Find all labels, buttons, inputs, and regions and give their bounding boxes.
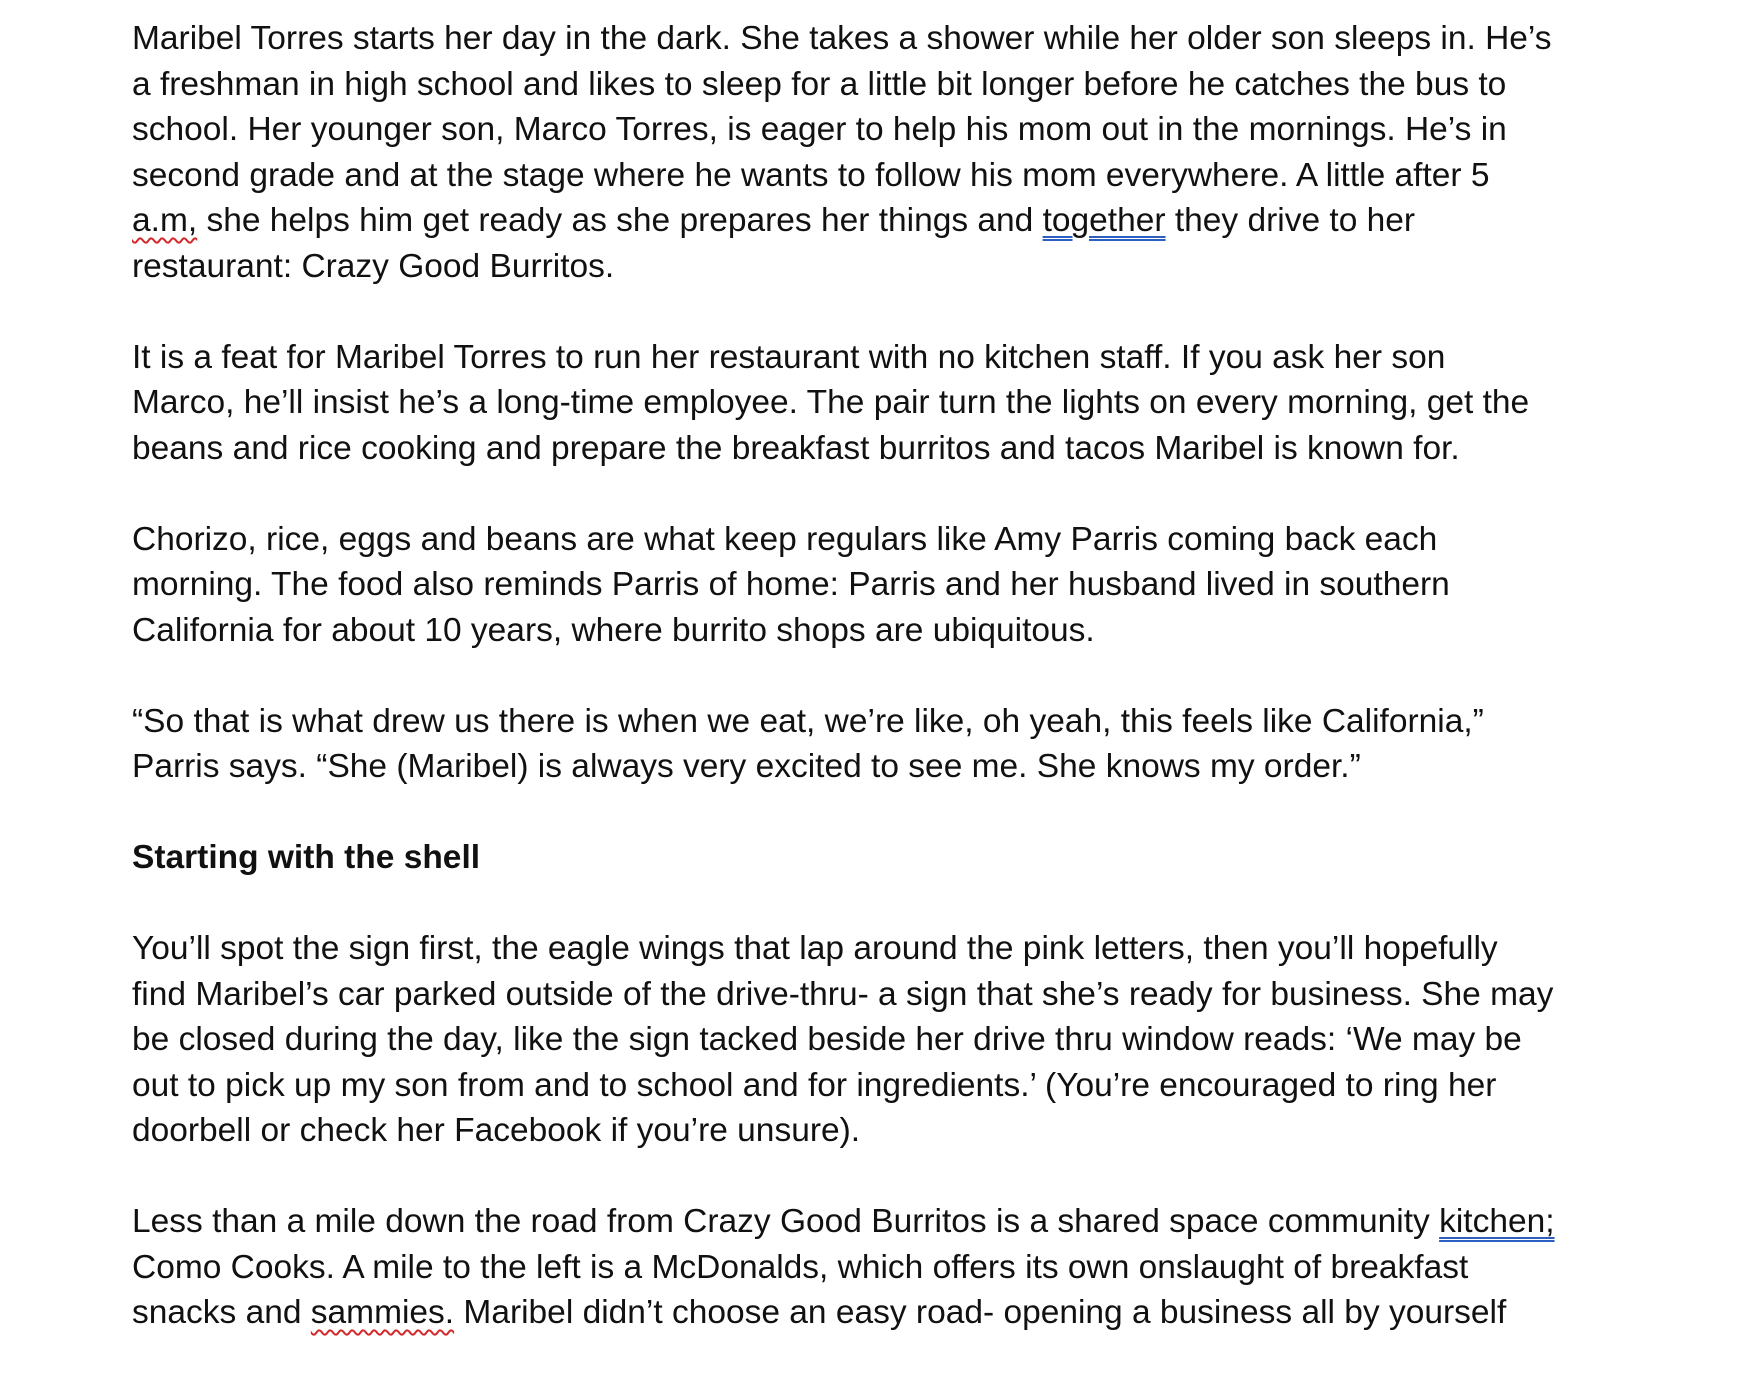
text-line: Marco, he’ll insist he’s a long-time employee. The pair turn the lights on every morning, get the — [132, 384, 1530, 421]
paragraph-6 — [132, 1199, 1622, 1336]
text-line: morning. The food also reminds Parris of home: Parris and her husband lived in southern — [132, 566, 1450, 603]
text-line: Chorizo, rice, eggs and beans are what keep regulars like Amy Parris coming back each — [132, 520, 1438, 558]
spelling-flag-word[interactable]: a.m, — [132, 202, 198, 239]
text-line: school. Her younger son, Marco Torres, is eager to help his mom out in the mornings. He’s in — [132, 111, 1507, 148]
text-line: find Maribel’s car parked outside of the drive-thru- a sign that she’s ready for business. She may — [132, 975, 1554, 1013]
grammar-flag-word[interactable]: together — [1042, 202, 1166, 239]
document-page — [132, 16, 1622, 1381]
text-line: You’ll spot the sign first, the eagle wings that lap around the pink letters, then you’ll hopefully — [132, 930, 1498, 967]
text-line: doorbell or check her Facebook if you’re unsure). — [132, 1112, 861, 1149]
text-fragment: snacks and — [132, 1294, 311, 1331]
text-line: second grade and at the stage where he wants to follow his mom everywhere. A little after 5 — [132, 156, 1490, 194]
paragraph-2 — [132, 335, 1622, 472]
text-line: California for about 10 years, where burrito shops are ubiquitous. — [132, 611, 1095, 649]
text-line: Parris says. “She (Maribel) is always very excited to see me. She knows my order.” — [132, 748, 1361, 785]
text-line: Maribel Torres starts her day in the dark. She takes a shower while her older son sleeps in. He’s — [132, 20, 1552, 57]
text-line: Como Cooks. A mile to the left is a McDonalds, which offers its own onslaught of breakfast — [132, 1248, 1469, 1286]
paragraph-3 — [132, 517, 1622, 654]
text-line — [132, 1199, 1622, 1245]
paragraph-4 — [132, 699, 1622, 790]
text-fragment: Less than a mile down the road from Crazy Good Burritos is a shared space community — [132, 1203, 1440, 1240]
text-fragment: Maribel didn’t choose an easy road- opening a business all by yourself — [454, 1294, 1507, 1331]
text-line — [132, 1290, 1622, 1336]
paragraph-1 — [132, 16, 1622, 289]
text-line: beans and rice cooking and prepare the breakfast burritos and tacos Maribel is known for. — [132, 429, 1460, 467]
text-line: be closed during the day, like the sign tacked beside her drive thru window reads: ‘We may be — [132, 1021, 1522, 1058]
text-line: It is a feat for Maribel Torres to run her restaurant with no kitchen staff. If you ask her son — [132, 338, 1446, 376]
text-line: a freshman in high school and likes to sleep for a little bit longer before he catches the bus to — [132, 65, 1507, 103]
text-fragment: she helps him get ready as she prepares her things and — [197, 202, 1043, 239]
text-line: “So that is what drew us there is when we eat, we’re like, oh yeah, this feels like California,” — [132, 702, 1484, 740]
heading-text: Starting with the shell — [132, 839, 481, 876]
text-line: out to pick up my son from and to school and for ingredients.’ (You’re encouraged to ring her — [132, 1066, 1497, 1104]
paragraph-5 — [132, 926, 1622, 1154]
spelling-flag-word[interactable]: sammies. — [310, 1294, 455, 1331]
text-fragment: they drive to her — [1165, 202, 1416, 239]
text-line: restaurant: Crazy Good Burritos. — [132, 247, 615, 285]
section-heading — [132, 835, 1622, 881]
text-line — [132, 198, 1622, 244]
grammar-flag-word[interactable]: kitchen; — [1439, 1203, 1555, 1240]
